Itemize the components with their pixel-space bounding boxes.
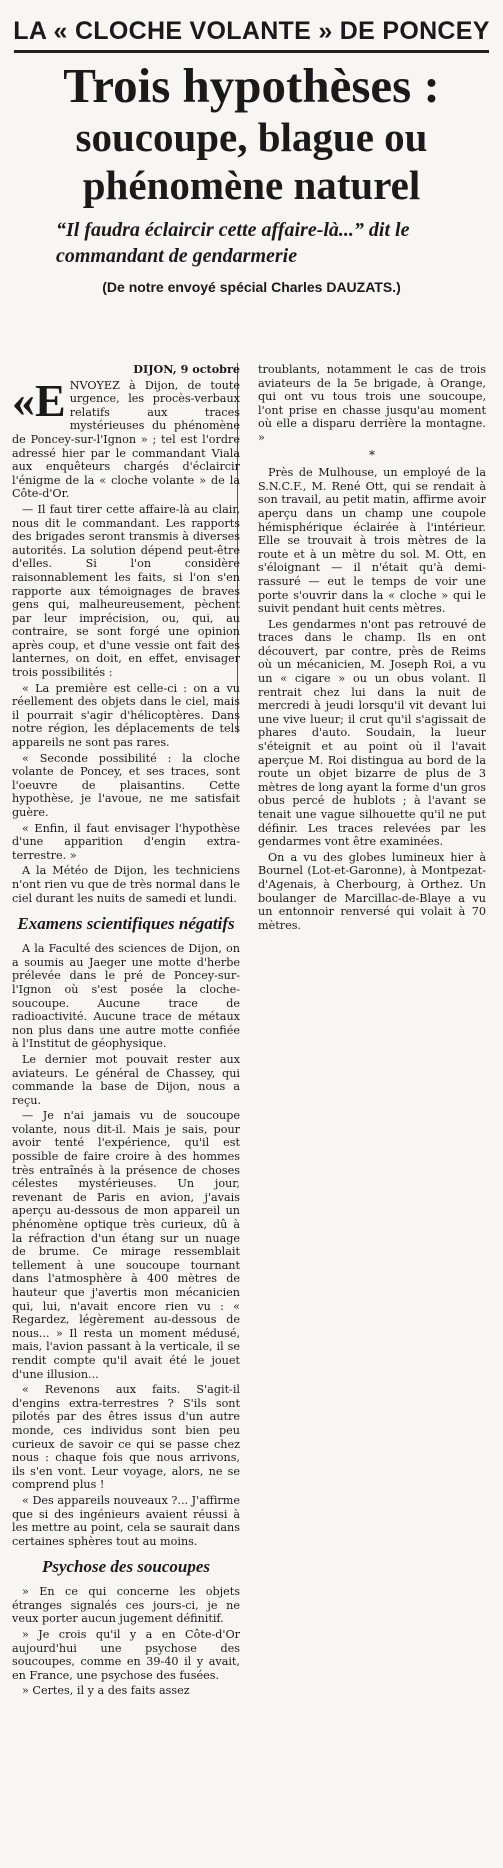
subhead-psychose: Psychose des soucoupes [41, 1557, 211, 1577]
paragraph: On a vu des globes lumineux hier à Bournel (Lot-et-Garonne), à Montpezat-d'Agenais, à Cherbourg, à Orthez. Un boulanger de Marcillac-de-Blaye a vu un entonnoir renversé qui volait à 70 mètres. [258, 850, 486, 932]
paragraph: « Des appareils nouveaux ?... J'affirme que si des ingénieurs avaient réussi à les mettre au point, cela se saurait dans certaines sphères tout au moins. [12, 1493, 240, 1548]
paragraph: » En ce qui concerne les objets étranges signalés ces jours-ci, je ne veux porter aucun jugement définitif. [12, 1585, 240, 1626]
paragraph: « Enfin, il faut envisager l'hypothèse d'une apparition d'engin extra-terrestre. » [12, 821, 240, 862]
subhead-examens: Examens scientifiques négatifs [17, 914, 235, 934]
headline [12, 59, 491, 209]
left-column [12, 363, 240, 1700]
separator-star: * [369, 447, 375, 462]
left-paragraphs-3 [12, 1585, 240, 1698]
paragraph: Près de Mulhouse, un employé de la S.N.C.F., M. René Ott, qui se rendait à son travail, au petit matin, affirme avoir aperçu dans un champ une coupole hémisphérique éclairée à l'intérieur. Elle se trouvait à trois mètres de la route et à un mètre du sol. M. Ott, en s'éloignant — il n'était qu'à demi-rassuré — eut le temps de voir une porte s'ouvrir dans la « cloche » qui le suivit pendant huit cents mètres. [258, 466, 486, 616]
left-paragraphs-1 [12, 503, 240, 905]
kicker: LA « CLOCHE VOLANTE » DE PONCEY [13, 17, 490, 45]
paragraph: « Revenons aux faits. S'agit-il d'engins extra-terrestres ? S'ils sont pilotés par des êtres issus d'un autre monde, ces individus sont bien peu curieux de savoir ce qui se passe chez nous : chaque fois que nous arrivons, ils s'en vont. Leur voyage, alors, ne se comprend plus ! [12, 1383, 240, 1492]
drop-cap: «E [12, 374, 66, 426]
left-paragraphs-2 [12, 942, 240, 1548]
paragraph: » Je crois qu'il y a en Côte-d'Or aujourd'hui une psychose des soucoupes, comme en 39-40 il y avait, en France, une psychose des fusées. [12, 1628, 240, 1682]
paragraph: troublants, notamment le cas de trois aviateurs de la 5e brigade, à Orange, qui ont vu tous trois une soucoupe, l'ont prise en chasse jusqu'au moment où elle a disparu derrière la montagne. » [258, 363, 486, 444]
headline-line-2: soucoupe, blague ou [75, 114, 428, 160]
lead-text: NVOYEZ à Dijon, de toute urgence, les procès-verbaux relatifs aux traces mystérieuses du phénomène de Poncey-sur-l'Ignon » ; tel est l'ordre adressé hier par le commandant Viala aux enquêteurs chargés d'éclaircir l'énigme de la « cloche volante » de la Côte-d'Or. [12, 378, 240, 501]
paragraph: — Il faut tirer cette affaire-là au clair, nous dit le commandant. Les rapports des brigades seront transmis à diverses autorités. La solution dépend peut-être d'elles. Si l'on considère raisonnablement les faits, si l'on s'en rapporte aux témoignages de braves gens qui, malheureusement, pèchent par leur imprécision, ou, qui, au contraire, se sont forgé une opinion après coup, et d'une vessie ont fait des lanternes, on doit, en effet, envisager trois possibilités : [12, 502, 240, 680]
paragraph: A la Météo de Dijon, les techniciens n'ont rien vu que de très normal dans le ciel durant les nuits de samedi et lundi. [12, 864, 240, 905]
paragraph: Les gendarmes n'ont pas retrouvé de traces dans le champ. Ils en ont découvert, par contre, près de Reims où un mécanicien, M. Joseph Roi, a vu un « cigare » ou un obus volant. Il rentrait chez lui dans la nuit de mercredi à jeudi lorsqu'il vit devant lui une vive lueur; il crut qu'il s'agissait de phares d'auto. Soudain, la lueur s'éteignit et au point où il l'avait aperçue M. Roi distingua au bord de la route un objet bizarre de plus de 3 mètres de long ayant la forme d'un gros obus percé de hublots ; à l'avant se tenait une vague silhouette qu'il ne put définir. Les traces relevées par les gendarmes vont être examinées. [258, 617, 486, 849]
paragraph: » Certes, il y a des faits assez [22, 1684, 190, 1698]
right-paragraphs-2 [258, 466, 486, 932]
paragraph: « La première est celle-ci : on a vu réellement des objets dans le ciel, mais il pourrait s'agir d'hélicoptères. Dans notre région, les déplacements de tels appareils ne sont pas rares. [12, 681, 240, 750]
paragraph: « Seconde possibilité : la cloche volante de Poncey, et ses traces, sont l'oeuvre de plaisantins. Cette hypothèse, je l'avoue, ne me satisfait guère. [12, 751, 240, 819]
paragraph: — Je n'ai jamais vu de soucoupe volante, nous dit-il. Mais je sais, pour avoir tenté l'expérience, qu'il est possible de faire croire à des hommes très entraînés à la présence de choses célestes mystérieuses. Un jour, revenant de Paris en avion, j'avais aperçu au-dessous de mon appareil un phénomène optique très curieux, dû à la réfraction d'un étang sur un nuage de brume. Ce mirage ressemblait tellement à une soucoupe tournant dans l'atmosphère à 400 mètres de hauteur que j'avertis mon mécanicien qui, lui, n'avait encore rien vu : « Regardez, légèrement au-dessous de nous... » Il resta un moment médusé, mais, l'avion passant à la verticale, il se rendit compte qu'il avait été le jouet d'une illusion... [12, 1109, 240, 1381]
top-rule [14, 50, 489, 53]
headline-line-1: Trois hypothèses : [63, 58, 440, 113]
right-column [258, 363, 486, 934]
deck: “Il faudra éclaircir cette affaire-là...” dit le commandant de gendarmerie [56, 219, 410, 267]
paragraph: Le dernier mot pouvait rester aux aviateurs. Le général de Chassey, qui commande la base de Dijon, nous a reçu. [12, 1052, 240, 1107]
byline: (De notre envoyé spécial Charles DAUZATS.) [102, 279, 401, 295]
paragraph: A la Faculté des sciences de Dijon, on a soumis au Jaeger une motte d'herbe prélevée dans le pré de Poncey-sur-l'Ignon où s'est posée la cloche-soucoupe. Aucune trace de radioactivité. Aucune trace de métaux non plus dans une autre motte confiée à l'Institut de géophysique. [12, 942, 240, 1051]
right-paragraphs-1 [258, 363, 486, 445]
lead-paragraph [12, 374, 240, 501]
headline-line-3: phénomène naturel [82, 162, 421, 208]
dateline: DIJON, 9 octobre [133, 362, 240, 376]
